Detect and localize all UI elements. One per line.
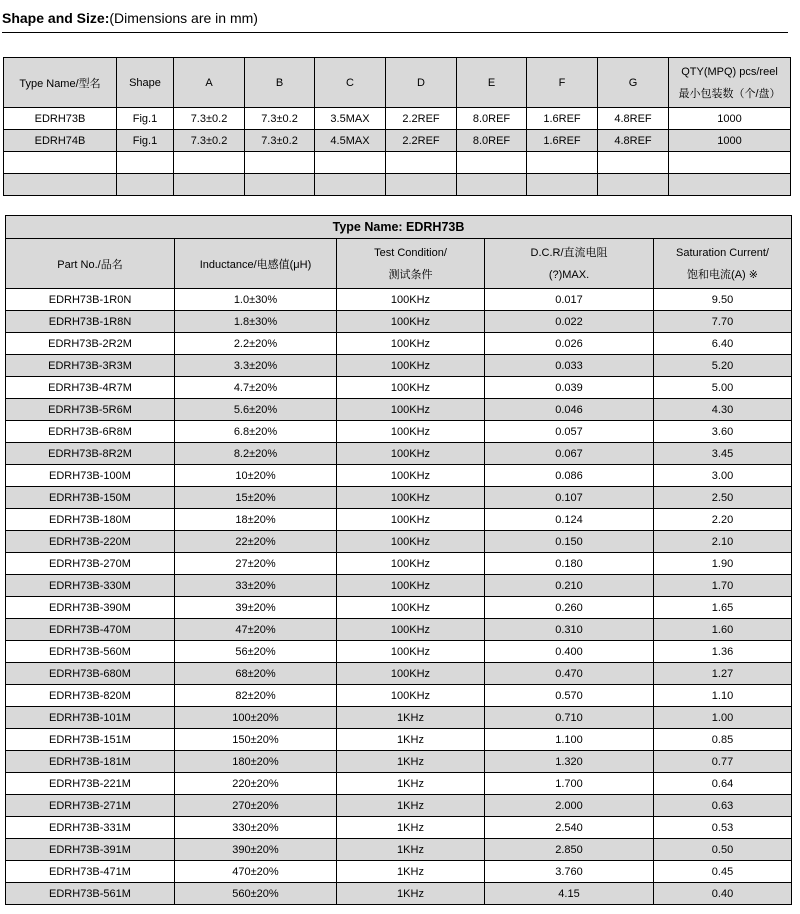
cell-dcr: 0.026	[485, 333, 654, 355]
cell-dcr: 2.000	[485, 795, 654, 817]
cell-test-condition: 100KHz	[337, 355, 485, 377]
cell-inductance: 1.0±30%	[175, 289, 337, 311]
header-test-line1: Test Condition/	[374, 246, 447, 259]
table-row	[6, 795, 792, 817]
cell-inductance: 15±20%	[175, 487, 337, 509]
cell-dcr: 0.067	[485, 443, 654, 465]
table-row	[6, 663, 792, 685]
cell-inductance: 8.2±20%	[175, 443, 337, 465]
cell-dcr: 1.320	[485, 751, 654, 773]
cell-test-condition: 100KHz	[337, 311, 485, 333]
cell-saturation: 0.50	[654, 839, 792, 861]
cell-test-condition: 1KHz	[337, 795, 485, 817]
cell-g: 4.8REF	[598, 130, 669, 152]
header-part-no: Part No./品名	[6, 239, 175, 289]
header-sat-line1: Saturation Current/	[676, 246, 769, 259]
cell-dcr: 0.022	[485, 311, 654, 333]
cell-inductance: 1.8±30%	[175, 311, 337, 333]
header-d: D	[386, 58, 457, 108]
cell-f: 1.6REF	[527, 108, 598, 130]
cell-f: 1.6REF	[527, 130, 598, 152]
shape-size-table	[3, 57, 791, 196]
table-row	[6, 465, 792, 487]
cell-dcr: 0.570	[485, 685, 654, 707]
cell-part-no: EDRH73B-3R3M	[6, 355, 175, 377]
section-heading	[2, 10, 258, 26]
cell-part-no: EDRH73B-220M	[6, 531, 175, 553]
cell-part-no: EDRH73B-471M	[6, 861, 175, 883]
cell-test-condition: 100KHz	[337, 597, 485, 619]
cell-inductance: 180±20%	[175, 751, 337, 773]
cell-empty	[386, 174, 457, 196]
table-row	[6, 355, 792, 377]
cell-inductance: 27±20%	[175, 553, 337, 575]
header-e: E	[457, 58, 527, 108]
table-row	[6, 839, 792, 861]
header-inductance: Inductance/电感值(μH)	[175, 239, 337, 289]
shape-header-row	[4, 58, 791, 108]
cell-test-condition: 1KHz	[337, 751, 485, 773]
cell-empty	[117, 174, 174, 196]
cell-empty	[457, 174, 527, 196]
cell-saturation: 4.30	[654, 399, 792, 421]
table-row	[6, 817, 792, 839]
cell-saturation: 0.85	[654, 729, 792, 751]
cell-inductance: 6.8±20%	[175, 421, 337, 443]
cell-test-condition: 1KHz	[337, 707, 485, 729]
cell-dcr: 2.850	[485, 839, 654, 861]
table-row	[6, 443, 792, 465]
table-row	[6, 333, 792, 355]
cell-dcr: 0.710	[485, 707, 654, 729]
cell-dcr: 0.310	[485, 619, 654, 641]
cell-empty	[669, 174, 791, 196]
cell-part-no: EDRH73B-561M	[6, 883, 175, 905]
cell-test-condition: 100KHz	[337, 465, 485, 487]
cell-dcr: 0.046	[485, 399, 654, 421]
table-row	[6, 311, 792, 333]
cell-inductance: 5.6±20%	[175, 399, 337, 421]
cell-part-no: EDRH73B-6R8M	[6, 421, 175, 443]
cell-dcr: 0.210	[485, 575, 654, 597]
cell-inductance: 220±20%	[175, 773, 337, 795]
shape-row	[4, 130, 791, 152]
cell-saturation: 2.20	[654, 509, 792, 531]
cell-d: 2.2REF	[386, 108, 457, 130]
table-row	[6, 861, 792, 883]
cell-test-condition: 100KHz	[337, 553, 485, 575]
heading-note: (Dimensions are in mm)	[109, 10, 258, 26]
table-row	[6, 707, 792, 729]
cell-saturation: 1.10	[654, 685, 792, 707]
cell-dcr: 1.100	[485, 729, 654, 751]
cell-saturation: 1.00	[654, 707, 792, 729]
cell-part-no: EDRH73B-181M	[6, 751, 175, 773]
cell-part-no: EDRH73B-221M	[6, 773, 175, 795]
cell-inductance: 68±20%	[175, 663, 337, 685]
cell-test-condition: 1KHz	[337, 773, 485, 795]
cell-inductance: 330±20%	[175, 817, 337, 839]
cell-c: 4.5MAX	[315, 130, 386, 152]
cell-e: 8.0REF	[457, 130, 527, 152]
cell-test-condition: 1KHz	[337, 883, 485, 905]
cell-test-condition: 100KHz	[337, 531, 485, 553]
cell-inductance: 33±20%	[175, 575, 337, 597]
cell-c: 3.5MAX	[315, 108, 386, 130]
header-dcr	[485, 239, 654, 289]
cell-part-no: EDRH73B-8R2M	[6, 443, 175, 465]
cell-empty	[669, 152, 791, 174]
cell-saturation: 0.77	[654, 751, 792, 773]
header-dcr-line2: (?)MAX.	[548, 268, 590, 281]
header-type-name: Type Name/型名	[4, 58, 117, 108]
cell-empty	[598, 174, 669, 196]
cell-inductance: 82±20%	[175, 685, 337, 707]
cell-dcr: 0.180	[485, 553, 654, 575]
cell-saturation: 0.45	[654, 861, 792, 883]
cell-inductance: 470±20%	[175, 861, 337, 883]
cell-dcr: 0.017	[485, 289, 654, 311]
cell-a: 7.3±0.2	[174, 108, 245, 130]
spec-title-row	[6, 216, 792, 239]
cell-part-no: EDRH73B-390M	[6, 597, 175, 619]
table-row	[6, 553, 792, 575]
table-row	[6, 619, 792, 641]
cell-test-condition: 100KHz	[337, 421, 485, 443]
table-row	[6, 487, 792, 509]
cell-saturation: 5.00	[654, 377, 792, 399]
cell-empty	[457, 152, 527, 174]
header-g: G	[598, 58, 669, 108]
cell-inductance: 47±20%	[175, 619, 337, 641]
shape-row	[4, 108, 791, 130]
cell-saturation: 6.40	[654, 333, 792, 355]
cell-inductance: 390±20%	[175, 839, 337, 861]
cell-dcr: 0.033	[485, 355, 654, 377]
cell-inductance: 560±20%	[175, 883, 337, 905]
table-row	[6, 531, 792, 553]
cell-empty	[174, 174, 245, 196]
header-shape: Shape	[117, 58, 174, 108]
header-c: C	[315, 58, 386, 108]
cell-inductance: 100±20%	[175, 707, 337, 729]
cell-inductance: 39±20%	[175, 597, 337, 619]
header-qty	[669, 58, 791, 108]
cell-test-condition: 1KHz	[337, 839, 485, 861]
header-a: A	[174, 58, 245, 108]
cell-part-no: EDRH73B-2R2M	[6, 333, 175, 355]
cell-inductance: 4.7±20%	[175, 377, 337, 399]
cell-part-no: EDRH73B-680M	[6, 663, 175, 685]
table-row	[6, 751, 792, 773]
cell-test-condition: 100KHz	[337, 487, 485, 509]
cell-saturation: 0.40	[654, 883, 792, 905]
shape-row-empty	[4, 152, 791, 174]
cell-test-condition: 100KHz	[337, 509, 485, 531]
spec-header-row	[6, 239, 792, 289]
cell-saturation: 1.60	[654, 619, 792, 641]
cell-part-no: EDRH73B-391M	[6, 839, 175, 861]
cell-g: 4.8REF	[598, 108, 669, 130]
table-row	[6, 399, 792, 421]
cell-saturation: 7.70	[654, 311, 792, 333]
cell-e: 8.0REF	[457, 108, 527, 130]
cell-test-condition: 100KHz	[337, 619, 485, 641]
cell-dcr: 2.540	[485, 817, 654, 839]
cell-test-condition: 100KHz	[337, 685, 485, 707]
cell-dcr: 0.057	[485, 421, 654, 443]
table-row	[6, 883, 792, 905]
cell-saturation: 0.64	[654, 773, 792, 795]
cell-part-no: EDRH73B-101M	[6, 707, 175, 729]
cell-part-no: EDRH73B-100M	[6, 465, 175, 487]
cell-dcr: 0.470	[485, 663, 654, 685]
cell-test-condition: 1KHz	[337, 861, 485, 883]
cell-test-condition: 1KHz	[337, 817, 485, 839]
cell-test-condition: 100KHz	[337, 377, 485, 399]
cell-b: 7.3±0.2	[245, 108, 315, 130]
table-row	[6, 575, 792, 597]
table-row	[6, 509, 792, 531]
table-row	[6, 729, 792, 751]
cell-part-no: EDRH73B-331M	[6, 817, 175, 839]
cell-saturation: 0.53	[654, 817, 792, 839]
cell-inductance: 3.3±20%	[175, 355, 337, 377]
cell-dcr: 3.760	[485, 861, 654, 883]
spec-table-title: Type Name: EDRH73B	[6, 216, 792, 239]
table-row	[6, 421, 792, 443]
table-row	[6, 641, 792, 663]
spec-table-body	[6, 289, 792, 905]
cell-part-no: EDRH73B-150M	[6, 487, 175, 509]
cell-test-condition: 100KHz	[337, 443, 485, 465]
cell-saturation: 5.20	[654, 355, 792, 377]
cell-d: 2.2REF	[386, 130, 457, 152]
cell-part-no: EDRH73B-4R7M	[6, 377, 175, 399]
header-saturation	[654, 239, 792, 289]
cell-qty: 1000	[669, 130, 791, 152]
cell-part-no: EDRH73B-820M	[6, 685, 175, 707]
cell-empty	[527, 152, 598, 174]
cell-dcr: 0.260	[485, 597, 654, 619]
cell-dcr: 0.039	[485, 377, 654, 399]
cell-empty	[174, 152, 245, 174]
cell-a: 7.3±0.2	[174, 130, 245, 152]
header-qty-line2: 最小包装数（个/盘）	[678, 87, 781, 100]
cell-part-no: EDRH73B-271M	[6, 795, 175, 817]
header-sat-line2: 饱和电流(A) ※	[687, 268, 758, 281]
cell-saturation: 3.45	[654, 443, 792, 465]
header-test-condition	[337, 239, 485, 289]
cell-dcr: 1.700	[485, 773, 654, 795]
cell-part-no: EDRH73B-330M	[6, 575, 175, 597]
cell-qty: 1000	[669, 108, 791, 130]
header-b: B	[245, 58, 315, 108]
cell-b: 7.3±0.2	[245, 130, 315, 152]
cell-part-no: EDRH73B-180M	[6, 509, 175, 531]
cell-dcr: 0.124	[485, 509, 654, 531]
cell-empty	[4, 174, 117, 196]
cell-empty	[315, 174, 386, 196]
cell-dcr: 4.15	[485, 883, 654, 905]
cell-part-no: EDRH73B-5R6M	[6, 399, 175, 421]
table-row	[6, 685, 792, 707]
cell-test-condition: 1KHz	[337, 729, 485, 751]
cell-saturation: 3.60	[654, 421, 792, 443]
cell-shape: Fig.1	[117, 130, 174, 152]
cell-empty	[117, 152, 174, 174]
cell-saturation: 1.27	[654, 663, 792, 685]
cell-saturation: 1.70	[654, 575, 792, 597]
cell-saturation: 1.90	[654, 553, 792, 575]
table-row	[6, 597, 792, 619]
cell-saturation: 9.50	[654, 289, 792, 311]
cell-test-condition: 100KHz	[337, 663, 485, 685]
cell-type-name: EDRH73B	[4, 108, 117, 130]
electrical-spec-table	[5, 215, 792, 905]
cell-saturation: 2.50	[654, 487, 792, 509]
cell-empty	[315, 152, 386, 174]
cell-inductance: 18±20%	[175, 509, 337, 531]
cell-part-no: EDRH73B-1R0N	[6, 289, 175, 311]
cell-empty	[245, 174, 315, 196]
header-test-line2: 测试条件	[388, 268, 433, 281]
heading-underline	[2, 32, 788, 33]
heading-bold: Shape and Size:	[2, 10, 110, 26]
cell-dcr: 0.400	[485, 641, 654, 663]
cell-part-no: EDRH73B-1R8N	[6, 311, 175, 333]
header-qty-line1: QTY(MPQ) pcs/reel	[681, 65, 778, 78]
cell-test-condition: 100KHz	[337, 333, 485, 355]
cell-empty	[245, 152, 315, 174]
cell-test-condition: 100KHz	[337, 641, 485, 663]
cell-saturation: 3.00	[654, 465, 792, 487]
cell-test-condition: 100KHz	[337, 289, 485, 311]
cell-test-condition: 100KHz	[337, 575, 485, 597]
cell-empty	[527, 174, 598, 196]
header-f: F	[527, 58, 598, 108]
cell-empty	[598, 152, 669, 174]
cell-shape: Fig.1	[117, 108, 174, 130]
cell-saturation: 1.36	[654, 641, 792, 663]
cell-empty	[4, 152, 117, 174]
shape-row-empty	[4, 174, 791, 196]
cell-test-condition: 100KHz	[337, 399, 485, 421]
cell-part-no: EDRH73B-470M	[6, 619, 175, 641]
cell-saturation: 2.10	[654, 531, 792, 553]
cell-part-no: EDRH73B-270M	[6, 553, 175, 575]
cell-inductance: 10±20%	[175, 465, 337, 487]
table-row	[6, 773, 792, 795]
cell-dcr: 0.150	[485, 531, 654, 553]
table-row	[6, 377, 792, 399]
cell-dcr: 0.107	[485, 487, 654, 509]
header-dcr-line1: D.C.R/直流电阻	[530, 246, 608, 259]
cell-inductance: 2.2±20%	[175, 333, 337, 355]
cell-inductance: 270±20%	[175, 795, 337, 817]
cell-inductance: 56±20%	[175, 641, 337, 663]
table-row	[6, 289, 792, 311]
cell-dcr: 0.086	[485, 465, 654, 487]
cell-saturation: 0.63	[654, 795, 792, 817]
cell-empty	[386, 152, 457, 174]
cell-part-no: EDRH73B-151M	[6, 729, 175, 751]
cell-part-no: EDRH73B-560M	[6, 641, 175, 663]
cell-type-name: EDRH74B	[4, 130, 117, 152]
cell-inductance: 22±20%	[175, 531, 337, 553]
cell-inductance: 150±20%	[175, 729, 337, 751]
cell-saturation: 1.65	[654, 597, 792, 619]
